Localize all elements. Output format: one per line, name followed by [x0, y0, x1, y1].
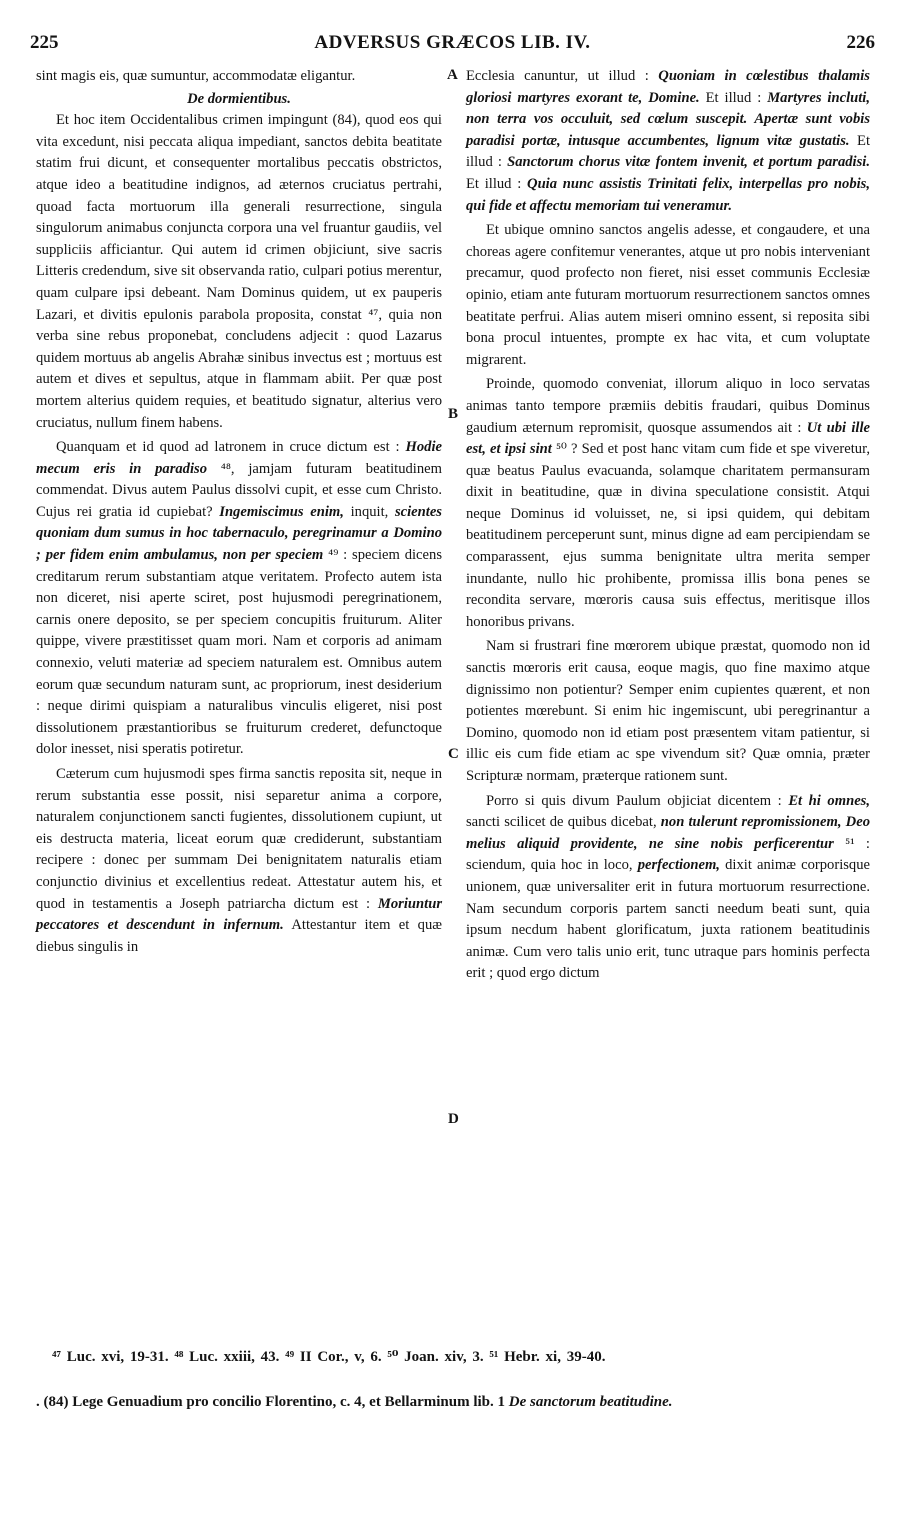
text-run: Et illud :: [466, 132, 870, 171]
paragraph: [466, 791, 870, 985]
left-column: [36, 66, 442, 958]
running-title: ADVERSUS GRÆCOS LIB. IV.: [314, 32, 591, 53]
margin-letter-b: B: [448, 406, 459, 422]
footnote-text: . (84) Lege Genuadium pro concilio Florentino, c. 4, et Bellarminum lib. 1: [36, 1394, 509, 1410]
liturgical-quote: Quoniam in cœlestibus thalamis gloriosi martyres exorant te, Domine.: [466, 68, 870, 106]
scripture-quote: non tulerunt repromissionem, Deo melius aliquid providente, ne sine nobis perficerentur: [466, 814, 870, 852]
paragraph: [36, 764, 442, 958]
scripture-quote: Ingemiscimus enim,: [219, 503, 344, 520]
text-run: Proinde, quomodo conveniat, illorum aliquo in loco servatas animas tanto tempore præmiis debitis fraudari, quibus Dominus gaudium æternum repromisit, quosque assumendos ait :: [466, 376, 870, 436]
margin-letter-c: C: [448, 746, 459, 762]
liturgical-quote: Quia nunc assistis Trinitati felix, interpellas pro nobis, qui fide et affectu memoriam tui veneramur.: [466, 175, 870, 214]
text-run: Attestantur item et quæ diebus singulis in: [36, 917, 443, 955]
footnote: [36, 1392, 870, 1412]
text-run: ⁵¹ : sciendum, quia hoc in loco,: [466, 835, 870, 874]
paragraph: [36, 437, 442, 761]
liturgical-quote: Martyres incluti, non terra vos occuluit, sed cœlum suscepit. Apertæ sunt vobis paradisi portæ, intusque accumbentes, lignum vitæ gustatis.: [466, 89, 871, 149]
scripture-quote: perfectionem,: [637, 857, 720, 874]
text-run: inquit,: [343, 503, 395, 520]
scripture-quote: Hodie mecum eris in paradiso: [36, 439, 442, 477]
scripture-quote: Et hi omnes,: [788, 792, 870, 809]
page-number-right: 226: [846, 32, 875, 53]
running-head: [30, 32, 875, 56]
paragraph: Nam si frustrari fine mœrorem ubique præstat, quomodo non id sanctis mœroris erit causa, eoque magis, quo fine maximo atque dignissimo non potientur? Semper enim cupientes quærent, et non potientes mœrebunt. Si enim hic ingemiscunt, ubi peregrinantur a Domino, quomodo non id etiam post præsentem vitam patientur, si illic eis cum fide etiam ac spe vivendum sit? Quæ omnia, præter Scripturæ normam, præterque rationem sunt.: [466, 638, 870, 784]
scripture-quote: Moriuntur peccatores et descendunt in infernum.: [36, 895, 442, 934]
liturgical-quote: Sanctorum chorus vitæ fontem invenit, et portum paradisi.: [507, 154, 870, 171]
page-number-left: 225: [30, 32, 59, 53]
footnote-divider: [36, 1340, 870, 1341]
text-run: Quanquam et id quod ad latronem in cruce dictum est :: [56, 439, 406, 456]
right-column: [466, 66, 870, 985]
text-run: dixit animæ corporisque unionem, quæ universaliter erit in futura mortuorum resurrectione. Nam secundum corporis partem sancti needum beati sunt, quia ipsum necdum habent glorificatum, juxta rationem beatitudinis animæ. Cum vero talis unio erit, tunc utraque pars hominis perfecta erit ; quod ergo dictum: [466, 857, 870, 982]
paragraph: [466, 66, 870, 217]
text-run: ⁴⁸, jamjam futuram beatitudinem commendat. Divus autem Paulus dissolvi cupit, et esse cum Christo. Cujus rei gratia id cupiebat?: [36, 460, 442, 520]
text-run: Et illud :: [699, 89, 768, 106]
footnote-title: De sanctorum beatitudine.: [508, 1394, 673, 1410]
margin-letter-d: D: [448, 1111, 459, 1127]
text-run: Cæterum cum hujusmodi spes firma sanctis reposita sit, neque in rerum substantia esse possit, nisi separetur anima a corpore, naturalem conjunctionem sancti fugientes, dissolutionem cupiunt, ut eis destructa materia, liceat eorum quæ crediderunt, substantiam recipere : donec per summam Dei benignitatem naturalis etiam conjunctio divinius et excellentius redeat. Attestatur autem his, et quod in testamentis a Joseph patriarcha dictum est :: [36, 766, 442, 912]
margin-letter-a: A: [447, 67, 458, 83]
paragraph: Et hoc item Occidentalibus crimen impingunt (84), quod eos qui vita excedunt, nisi peccata aliqua impediant, sanctos debita beatitate statim frui dicunt, et consequenter mortalibus peccatis obstrictos, atque ideo a beatitudine indignos, ad æternos cruciatus pertrahi, quoad facta mortuorum illa generali resurrectione, singula singulorum animabus conjuncta corpora una vel fruantur gaudiis, vel suppliciis afficiantur. Qui autem id crimen objiciunt, sive sacris Litteris credendum, sive sit observanda ratio, culpari potius merentur, quam culpare ipsi debeant. Nam Dominus quidem, ut ex pauperis Lazari, et divitis epulonis parabola proposita, constat ⁴⁷, quia non verba sine rebus proponebat, concludens adjecit : quod Lazarus quidem mortuus ab angelis Abrahæ sinibus invectus est ; mortuus est autem et dives et sepultus, atque in flammam abiit. Per quæ post mortem alterius quidem requies, et beatitudo signatur, alterius vero cruciatus, nullum finem habens.: [36, 112, 442, 431]
scripture-quote: scientes quoniam dum sumus in hoc tabernaculo, peregrinamur a Domino ; per fidem enim ambulamus, non per speciem: [36, 503, 442, 564]
text-run: Porro si quis divum Paulum objiciat dicentem :: [486, 792, 789, 809]
paragraph-intro: sint magis eis, quæ sumuntur, accommodatæ eligantur.: [36, 68, 356, 84]
paragraph: Et ubique omnino sanctos angelis adesse, et congaudere, et una choreas agere confitemur venerantes, atque ut pro nobis interveniant precamur, quod profecto non fieret, nisi esset communis Ecclesiæ opinio, etiam ante futuram mortuorum resurrectionem sanctos omnes beatitate perfrui. Alias autem miseri omnino essent, si reposita sibi bona procul intuentes, prompte ex hac vita, et cum voluptate migrarent.: [466, 222, 870, 368]
scripture-references: ⁴⁷ Luc. xvi, 19-31. ⁴⁸ Luc. xxiii, 43. ⁴⁹ II Cor., v, 6. ⁵⁰ Joan. xiv, 3. ⁵¹ Hebr. xi, 39-40.: [52, 1349, 606, 1365]
text-run: ⁴⁹ : speciem dicens creditarum rerum substantiam atque veritatem. Profecto autem ista non diceret, nisi aperte sciret, post hujusmodi peregrinationem, carnis onere deposito, se per speciem concupitis fruiturum. Aliter quippe, vivere præstitisset quam mori. Nam et corporis ad animam connexio, veluti materiæ ad speciem naturalem est. Omnibus autem eorum quæ secundum naturam sunt, ac propriorum, inest desiderium : neque dirimi quispiam a naturalibus vinculis eligeret, nisi post dissolutionem præstantioribus se fruiturum crederet, defunctoque dolor inesset, nisi speratis potiretur.: [36, 547, 442, 758]
text-run: Ecclesia canuntur, ut illud :: [466, 68, 659, 84]
scripture-quote: Ut ubi ille est, et ipsi sint: [466, 419, 870, 458]
paragraph: [466, 374, 870, 633]
text-run: sancti scilicet de quibus dicebat,: [466, 814, 661, 831]
text-run: Et illud :: [466, 175, 528, 192]
section-heading: De dormientibus.: [187, 90, 291, 107]
text-run: ⁵⁰ ? Sed et post hanc vitam cum fide et spe viveretur, quæ beatus Paulus evacuanda, solamque charitatem permansuram dixit in beatitudine, quæ in divina speculatione consistit. Atqui neque Dominus id voluisset, ne, si ipsi quidem, qui debitam beatitudinem perceperunt sunt, minus digne ad eam percipiendam se comparassent, ejus summa benignitate ultra merita semper inundante, nullo hic prohibente, promissa illis bona penes se recondita servare, mœroris causa suis effectus, meritisque illos honoribus privans.: [466, 441, 870, 630]
